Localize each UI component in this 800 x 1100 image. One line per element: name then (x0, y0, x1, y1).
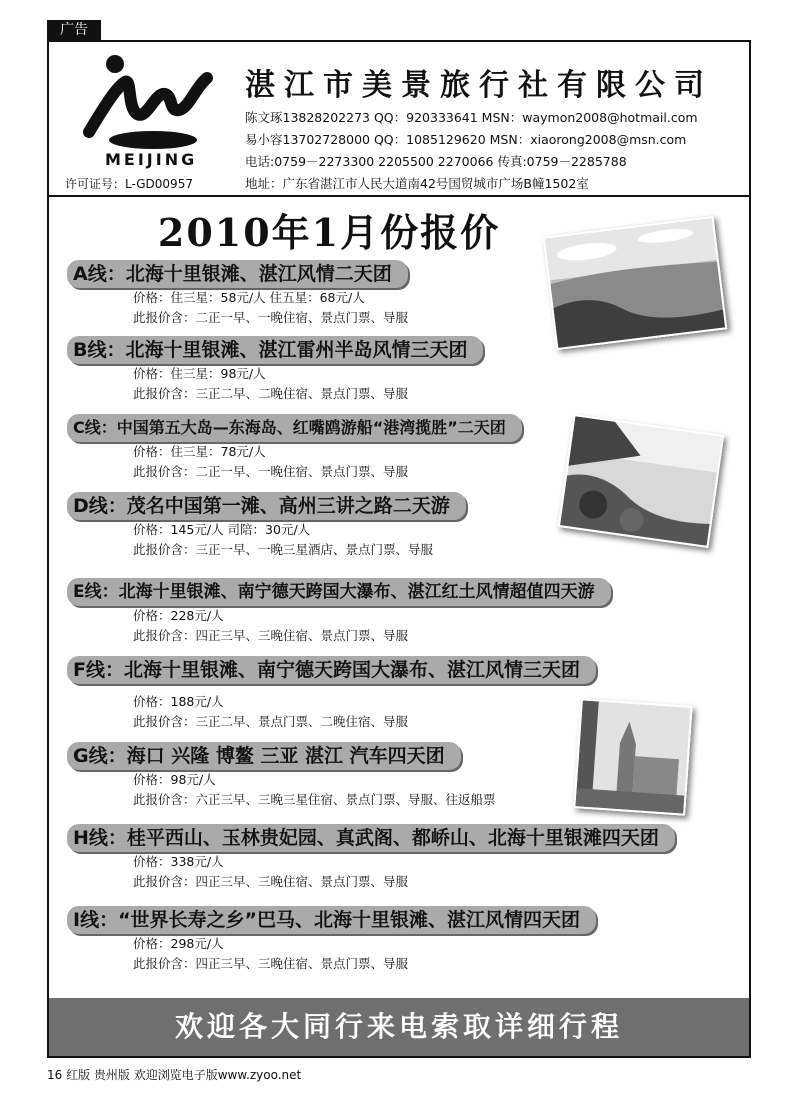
route-price: 价格：住三星：58元/人 住五星：68元/人 (133, 290, 365, 305)
route-title: H线：桂平西山、玉林贵妃园、真武阁、都峤山、北海十里银滩四天团 (67, 824, 675, 852)
contact-line-1: 陈文琢13828202273 QQ：920333641 MSN：waymon2008@hotmail.com (245, 110, 698, 125)
route-title: C线：中国第五大岛—东海岛、红嘴鸥游船“港湾揽胜”二天团 (67, 414, 522, 442)
page-footer: 16 红版 贵州版 欢迎浏览电子版www.zyoo.net (47, 1068, 302, 1082)
route-title: I线：“世界长寿之乡”巴马、北海十里银滩、湛江风情四天团 (67, 906, 596, 934)
route-a (67, 260, 408, 328)
header (49, 42, 749, 197)
route-b (67, 336, 483, 404)
route-price: 价格：188元/人 (133, 694, 224, 709)
route-includes: 此报价含：二正一早、一晚住宿、景点门票、导服 (133, 310, 409, 325)
route-includes: 此报价含：四正三早、三晚住宿、景点门票、导服 (133, 874, 409, 889)
route-price: 价格：338元/人 (133, 854, 224, 869)
route-h (67, 824, 675, 892)
route-g (67, 742, 496, 810)
ad-tag: 广告 (47, 20, 101, 40)
route-f (67, 656, 596, 732)
contact-line-2: 易小容13702728000 QQ：1085129620 MSN：xiaorong2008@msn.com (245, 132, 687, 147)
route-e (67, 578, 611, 646)
route-includes: 此报价含：三正二早、二晚住宿、景点门票、导服 (133, 386, 409, 401)
route-title: B线：北海十里银滩、湛江雷州半岛风情三天团 (67, 336, 483, 364)
route-includes: 此报价含：三正二早、景点门票、二晚住宿、导服 (133, 714, 409, 729)
page-title: 2010年1月份报价 (157, 210, 501, 255)
route-price: 价格：住三星：98元/人 (133, 366, 266, 381)
route-price: 价格：住三星：78元/人 (133, 444, 266, 459)
route-includes: 此报价含：二正一早、一晚住宿、景点门票、导服 (133, 464, 409, 479)
contact-line-4: 地址：广东省湛江市人民大道南42号国贸城市广场B幢1502室 (245, 176, 589, 191)
contact-line-3: 电话:0759－2273300 2205500 2270066 传真:0759－2285788 (245, 154, 627, 169)
route-title: F线：北海十里银滩、南宁德天跨国大瀑布、湛江风情三天团 (67, 656, 596, 684)
coast-photo (558, 414, 724, 548)
route-i (67, 906, 596, 974)
route-includes: 此报价含：四正三早、三晚住宿、景点门票、导服 (133, 628, 409, 643)
route-includes: 此报价含：六正三早、三晚三星住宿、景点门票、导服、往返船票 (133, 792, 496, 807)
route-title: G线：海口 兴隆 博鳌 三亚 湛江 汽车四天团 (67, 742, 461, 770)
route-c (67, 414, 522, 482)
route-includes: 此报价含：三正一早、一晚三星酒店、景点门票、导服 (133, 542, 434, 557)
brand-name-en: MEIJING (105, 150, 198, 169)
route-title: E线：北海十里银滩、南宁德天跨国大瀑布、湛江红土风情超值四天游 (67, 578, 611, 606)
beach-photo (543, 216, 728, 350)
advertisement-frame (47, 40, 751, 1058)
route-price: 价格：98元/人 (133, 772, 216, 787)
route-title: D线：茂名中国第一滩、高州三讲之路二天游 (67, 492, 466, 520)
route-price: 价格：298元/人 (133, 936, 224, 951)
route-price: 价格：145元/人 司陪：30元/人 (133, 522, 311, 537)
company-name: 湛江市美景旅行社有限公司 (245, 68, 713, 103)
license-number: 许可证号：L-GD00957 (65, 177, 193, 191)
route-d (67, 492, 466, 560)
route-includes: 此报价含：四正三早、三晚住宿、景点门票、导服 (133, 956, 409, 971)
route-price: 价格：228元/人 (133, 608, 224, 623)
route-title: A线：北海十里银滩、湛江风情二天团 (67, 260, 408, 288)
footer-banner: 欢迎各大同行来电索取详细行程 (49, 998, 749, 1056)
